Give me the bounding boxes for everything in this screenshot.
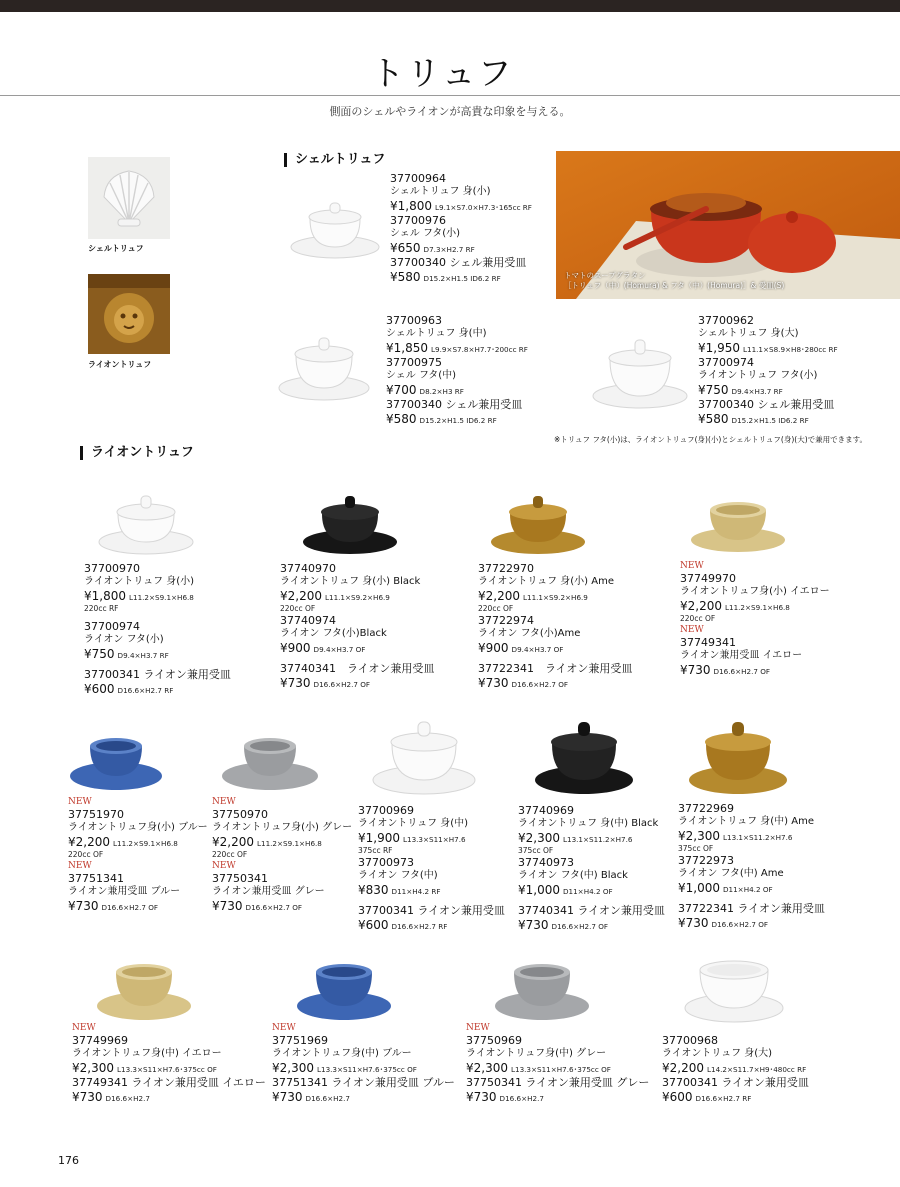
item-name: ライオントリュフ フタ(小)	[698, 370, 818, 381]
lion-row3-col4-info	[662, 1034, 809, 1105]
item-spec: D16.6×H2.7 RF	[391, 922, 448, 931]
item-code: 37750341	[212, 872, 268, 885]
product-image-lion-small-ame	[490, 490, 586, 560]
item-price: ¥600	[358, 918, 389, 932]
item-price: ¥900	[478, 641, 509, 655]
item-name: ライオントリュフ身(中) ブルー	[272, 1048, 412, 1059]
item-capacity: 220cc RF	[84, 604, 119, 613]
item-spec: D16.6×H2.7 OF	[711, 920, 769, 929]
item-price: ¥600	[84, 682, 115, 696]
item-name: ライオン フタ(中) Ame	[678, 868, 784, 879]
item-code: 37750969	[466, 1034, 522, 1047]
item-price: ¥730	[478, 676, 509, 690]
lid-compatibility-note: ※トリュフ フタ(小)は、ライオントリュフ(身)(小)とシェルトリュフ(身)(大)で兼用できます。	[554, 435, 868, 444]
lion-row2-col1-info	[68, 796, 208, 914]
product-image-shell-small	[290, 195, 380, 265]
item-code: 37700341 ライオン兼用受皿	[358, 904, 505, 917]
item-spec: L13.1×S11.2×H7.6	[563, 835, 633, 844]
item-spec: D16.6×H2.7	[305, 1094, 350, 1103]
item-capacity: 220cc OF	[212, 850, 248, 859]
item-spec: D16.6×H2.7 RF	[117, 686, 174, 695]
item-price: ¥1,850	[386, 341, 428, 355]
lion-detail-image	[88, 274, 170, 354]
item-spec: D16.6×H2.7 OF	[511, 680, 569, 689]
item-name: ライオントリュフ 身(小) Ame	[478, 576, 614, 587]
item-code: 37722341 ライオン兼用受皿	[678, 902, 825, 915]
item-code: 37700962	[698, 314, 754, 327]
item-spec: D16.6×H2.7	[105, 1094, 150, 1103]
new-badge: NEW	[680, 625, 704, 635]
item-code: 37722974	[478, 614, 534, 627]
item-price: ¥2,200	[662, 1061, 704, 1075]
item-spec: D9.4×H3.7 RF	[117, 651, 169, 660]
new-badge: NEW	[212, 797, 236, 807]
item-spec: L9.9×S7.8×H7.7･200cc RF	[431, 345, 528, 354]
photo-caption	[564, 271, 784, 291]
item-price: ¥2,300	[466, 1061, 508, 1075]
item-capacity: 375cc RF	[358, 846, 393, 855]
item-spec: D11×H4.2 OF	[723, 885, 773, 894]
new-badge: NEW	[68, 797, 92, 807]
page-number: 176	[58, 1154, 79, 1167]
section-heading-lion: ライオントリュフ	[80, 446, 194, 460]
product-image-shell-medium	[278, 330, 370, 408]
item-code: 37700963	[386, 314, 442, 327]
item-name: ライオントリュフ身(小) イエロー	[680, 586, 830, 597]
item-price: ¥900	[280, 641, 311, 655]
product-image-shell-large	[592, 332, 688, 414]
lion-row2-col4-info	[518, 804, 665, 933]
item-price: ¥730	[280, 676, 311, 690]
product-image-lion-medium-black	[534, 716, 634, 798]
item-spec: D9.4×H3.7 RF	[731, 387, 783, 396]
item-name: シェル フタ(小)	[390, 228, 461, 239]
item-spec: D16.6×H2.7 RF	[695, 1094, 752, 1103]
item-code: 37700969	[358, 804, 414, 817]
item-spec: D9.4×H3.7 OF	[313, 645, 366, 654]
product-image-lion-medium-ame	[688, 716, 788, 798]
item-capacity: 220cc OF	[280, 604, 316, 613]
item-capacity: 220cc OF	[478, 604, 514, 613]
lion-row3-col2-info	[272, 1022, 455, 1105]
page-subtitle: 側面のシェルやライオンが高貴な印象を与える。	[329, 105, 571, 118]
item-spec: L11.2×S9.1×H6.8	[129, 593, 194, 602]
item-price: ¥1,800	[390, 199, 432, 213]
item-code: 37700341 ライオン兼用受皿	[662, 1076, 809, 1089]
new-badge: NEW	[72, 1023, 96, 1033]
item-price: ¥700	[386, 383, 417, 397]
item-spec: D16.6×H2.7 OF	[713, 667, 771, 676]
product-image-lion-small-blue	[68, 732, 164, 796]
item-code: 37722341 ライオン兼用受皿	[478, 662, 633, 675]
top-bar	[0, 0, 900, 12]
new-badge: NEW	[272, 1023, 296, 1033]
item-name: ライオン フタ(中)	[358, 870, 438, 881]
item-price: ¥730	[680, 663, 711, 677]
item-code: 37740974	[280, 614, 336, 627]
item-code: 37740969	[518, 804, 574, 817]
item-price: ¥830	[358, 883, 389, 897]
item-spec: L14.2×S11.7×H9･480cc RF	[707, 1065, 807, 1074]
item-code: 37722973	[678, 854, 734, 867]
item-price: ¥1,950	[698, 341, 740, 355]
soup-gratin-photo	[556, 151, 900, 299]
item-price: ¥1,800	[84, 589, 126, 603]
item-code: 37722970	[478, 562, 534, 575]
item-code: 37700340 シェル兼用受皿	[698, 398, 835, 411]
item-code: 37749341	[680, 636, 736, 649]
item-code: 37700970	[84, 562, 140, 575]
shell-detail-image	[88, 157, 170, 239]
item-code: 37700973	[358, 856, 414, 869]
item-price: ¥580	[698, 412, 729, 426]
lion-row1-col2-info	[280, 562, 434, 691]
item-code: 37749969	[72, 1034, 128, 1047]
item-code: 37750341 ライオン兼用受皿 グレー	[466, 1076, 650, 1089]
new-badge: NEW	[680, 561, 704, 571]
item-price: ¥730	[272, 1090, 303, 1104]
item-price: ¥2,200	[478, 589, 520, 603]
photo-caption-line1: トマトのスープグラタン	[564, 271, 646, 280]
lion-thumb-label: ライオントリュフ	[88, 360, 152, 369]
item-code: 37722969	[678, 802, 734, 815]
page-title: トリュフ	[370, 54, 514, 94]
lion-row3-col3-info	[466, 1022, 649, 1105]
item-name: ライオントリュフ身(小) ブルー	[68, 822, 208, 833]
item-name: シェルトリュフ 身(大)	[698, 328, 799, 339]
item-code: 37740970	[280, 562, 336, 575]
item-spec: L11.2×S9.1×H6.8	[257, 839, 322, 848]
item-capacity: 220cc OF	[680, 614, 716, 623]
lion-row2-col3-info	[358, 804, 505, 933]
item-code: 37740341 ライオン兼用受皿	[518, 904, 665, 917]
item-spec: D11×H4.2 RF	[391, 887, 441, 896]
item-name: ライオントリュフ身(小) グレー	[212, 822, 353, 833]
item-code: 37751341 ライオン兼用受皿 ブルー	[272, 1076, 455, 1089]
item-price: ¥730	[678, 916, 709, 930]
lion-row2-col5-info	[678, 802, 825, 931]
item-price: ¥2,300	[72, 1061, 114, 1075]
shell-large-info	[698, 314, 838, 427]
item-price: ¥2,200	[212, 835, 254, 849]
item-code: 37700975	[386, 356, 442, 369]
item-spec: D8.2×H3 RF	[419, 387, 464, 396]
new-badge: NEW	[466, 1023, 490, 1033]
item-code: 37700340 シェル兼用受皿	[386, 398, 523, 411]
product-image-lion-large-white	[684, 954, 784, 1028]
item-price: ¥580	[386, 412, 417, 426]
item-price: ¥730	[72, 1090, 103, 1104]
item-price: ¥750	[84, 647, 115, 661]
item-code: 37700974	[84, 620, 140, 633]
item-name: ライオン兼用受皿 グレー	[212, 886, 325, 897]
item-code: 37740341 ライオン兼用受皿	[280, 662, 435, 675]
item-spec: L13.3×S11×H7.6･375cc OF	[117, 1065, 217, 1074]
product-image-lion-small-grey	[220, 732, 320, 796]
item-capacity: 375cc OF	[678, 844, 714, 853]
item-capacity: 220cc OF	[68, 850, 104, 859]
item-code: 37751970	[68, 808, 124, 821]
photo-caption-line2: ［トリュフ（中）(Homura) & フタ（中）(Homura)］& 受皿(S)	[564, 281, 785, 290]
item-spec: D16.6×H2.7 OF	[551, 922, 609, 931]
product-image-lion-small-white	[98, 490, 194, 560]
item-name: ライオントリュフ 身(小)	[84, 576, 195, 587]
item-spec: D15.2×H1.5 ID6.2 RF	[423, 274, 501, 283]
product-image-lion-small-yellow	[690, 494, 786, 560]
item-price: ¥2,300	[518, 831, 560, 845]
item-price: ¥2,300	[272, 1061, 314, 1075]
item-name: ライオントリュフ 身(大)	[662, 1048, 773, 1059]
lion-row3-col1-info	[72, 1022, 266, 1105]
item-name: シェルトリュフ 身(小)	[390, 186, 491, 197]
product-image-lion-small-black	[302, 490, 398, 560]
item-name: シェルトリュフ 身(中)	[386, 328, 487, 339]
item-code: 37750970	[212, 808, 268, 821]
lion-row1-col1-info	[84, 562, 231, 697]
item-price: ¥2,200	[680, 599, 722, 613]
item-name: ライオン フタ(小)	[84, 634, 164, 645]
item-spec: L11.1×S8.9×H8･280cc RF	[743, 345, 838, 354]
item-price: ¥730	[68, 899, 99, 913]
item-capacity: 375cc OF	[518, 846, 554, 855]
item-spec: L11.1×S9.2×H6.9	[325, 593, 390, 602]
item-spec: L11.2×S9.1×H6.8	[725, 603, 790, 612]
item-price: ¥1,000	[518, 883, 560, 897]
lion-row1-col3-info	[478, 562, 632, 691]
item-code: 37700968	[662, 1034, 718, 1047]
shell-thumb-label: シェルトリュフ	[88, 244, 144, 253]
item-spec: L11.2×S9.1×H6.8	[113, 839, 178, 848]
item-price: ¥2,200	[280, 589, 322, 603]
item-price: ¥730	[518, 918, 549, 932]
item-name: ライオン フタ(中) Black	[518, 870, 628, 881]
item-price: ¥1,000	[678, 881, 720, 895]
item-code: 37700341 ライオン兼用受皿	[84, 668, 231, 681]
item-price: ¥650	[390, 241, 421, 255]
item-name: ライオントリュフ 身(中)	[358, 818, 469, 829]
item-name: ライオン フタ(小)Ame	[478, 628, 581, 639]
item-name: ライオン フタ(小)Black	[280, 628, 387, 639]
product-image-lion-medium-grey	[494, 958, 590, 1024]
shell-small-info	[390, 172, 532, 285]
item-price: ¥2,200	[68, 835, 110, 849]
item-spec: L13.3×S11×H7.6･375cc OF	[511, 1065, 611, 1074]
item-price: ¥750	[698, 383, 729, 397]
item-name: ライオン兼用受皿 ブルー	[68, 886, 181, 897]
item-name: ライオン兼用受皿 イエロー	[680, 650, 803, 661]
item-spec: L11.1×S9.2×H6.9	[523, 593, 588, 602]
item-price: ¥580	[390, 270, 421, 284]
item-code: 37700976	[390, 214, 446, 227]
lion-row2-col2-info	[212, 796, 352, 914]
item-spec: D15.2×H1.5 ID6.2 RF	[731, 416, 809, 425]
item-code: 37751341	[68, 872, 124, 885]
item-spec: D16.6×H2.7 OF	[101, 903, 159, 912]
item-code: 37751969	[272, 1034, 328, 1047]
item-name: シェル フタ(中)	[386, 370, 457, 381]
item-name: ライオントリュフ身(中) グレー	[466, 1048, 607, 1059]
item-name: ライオントリュフ 身(小) Black	[280, 576, 421, 587]
item-code: 37700340 シェル兼用受皿	[390, 256, 527, 269]
item-spec: D16.6×H2.7 OF	[245, 903, 303, 912]
product-image-lion-medium-white	[372, 716, 476, 798]
section-heading-shell: シェルトリュフ	[284, 153, 385, 167]
item-spec: D11×H4.2 OF	[563, 887, 613, 896]
item-spec: D15.2×H1.5 ID6.2 RF	[419, 416, 497, 425]
item-price: ¥1,900	[358, 831, 400, 845]
item-spec: L13.3×S11×H7.6･375cc OF	[317, 1065, 417, 1074]
product-image-lion-medium-yellow	[96, 958, 192, 1024]
item-spec: L13.1×S11.2×H7.6	[723, 833, 793, 842]
item-spec: D9.4×H3.7 OF	[511, 645, 564, 654]
item-price: ¥600	[662, 1090, 693, 1104]
shell-medium-info	[386, 314, 528, 427]
item-code: 37700964	[390, 172, 446, 185]
new-badge: NEW	[212, 861, 236, 871]
item-name: ライオントリュフ 身(中) Black	[518, 818, 659, 829]
item-code: 37740973	[518, 856, 574, 869]
lion-row1-col4-info	[680, 560, 830, 678]
item-spec: D16.6×H2.7 OF	[313, 680, 371, 689]
product-image-lion-medium-blue	[296, 958, 392, 1024]
item-code: 37700974	[698, 356, 754, 369]
new-badge: NEW	[68, 861, 92, 871]
item-price: ¥730	[212, 899, 243, 913]
item-code: 37749341 ライオン兼用受皿 イエロー	[72, 1076, 266, 1089]
item-price: ¥2,300	[678, 829, 720, 843]
item-spec: L9.1×S7.0×H7.3･165cc RF	[435, 203, 532, 212]
item-code: 37749970	[680, 572, 736, 585]
item-name: ライオントリュフ 身(中) Ame	[678, 816, 814, 827]
item-name: ライオントリュフ身(中) イエロー	[72, 1048, 222, 1059]
title-rule	[0, 95, 900, 96]
item-spec: L13.3×S11×H7.6	[403, 835, 466, 844]
item-spec: D16.6×H2.7	[499, 1094, 544, 1103]
item-spec: D7.3×H2.7 RF	[423, 245, 475, 254]
item-price: ¥730	[466, 1090, 497, 1104]
